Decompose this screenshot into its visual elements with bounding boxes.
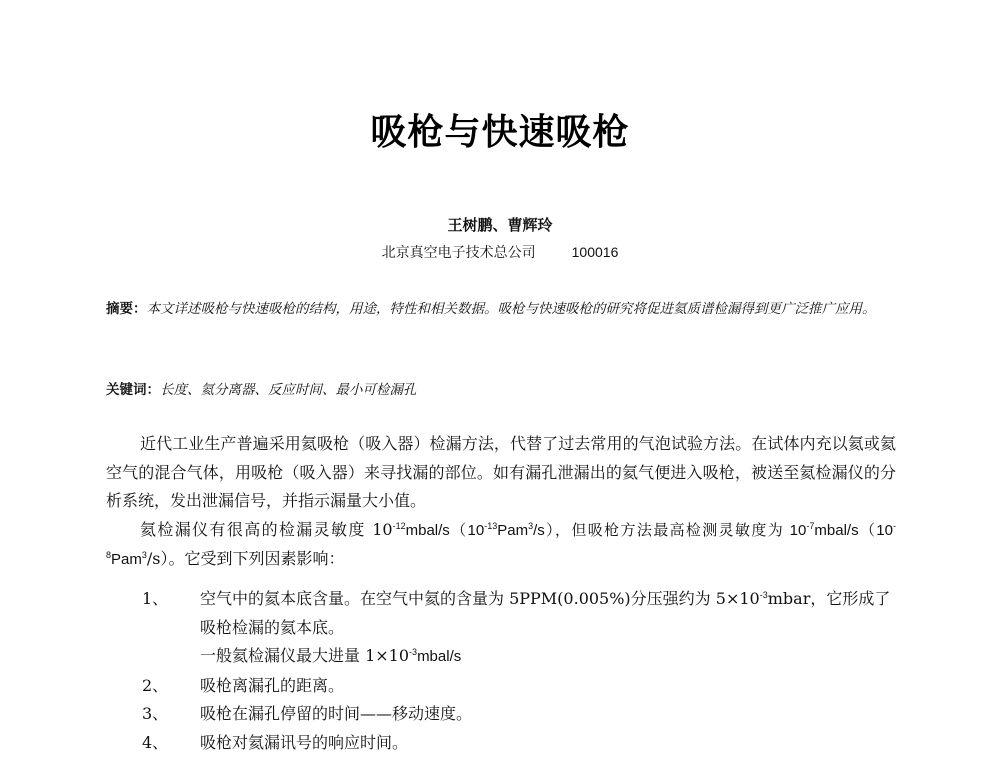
p2-exp-6: 3 <box>141 550 147 560</box>
p2-text-a: 氦检漏仪有很高的检漏灵敏度 10 <box>140 519 393 539</box>
p2-exp-4: -7 <box>806 520 815 531</box>
item1-sub-b: mbal/s <box>417 648 462 665</box>
p2-exp-5: -8 <box>106 520 896 560</box>
p2-text-b: mbal/s（10 <box>405 521 485 539</box>
p2-exp-2: -13 <box>484 520 498 531</box>
p2-text-d: /s），但吸枪方法最高检测灵敏度为 10 <box>533 521 807 539</box>
list-item <box>106 672 896 701</box>
list-item-number: 4、 <box>142 732 169 752</box>
p2-exp-1: -12 <box>392 520 406 531</box>
abstract-text: 本文详述吸枪与快速吸枪的结构，用途，特性和相关数据。吸枪与快速吸枪的研究将促进氦质谱检漏得到更广泛推广应用。 <box>146 301 876 317</box>
p2-text-c: Pam <box>497 521 529 539</box>
body-text <box>106 430 896 575</box>
list-item <box>106 700 896 729</box>
paper-affiliation <box>0 242 1000 262</box>
list-item <box>106 585 896 672</box>
keywords-text: 长度、氦分离器、反应时间、最小可检漏孔 <box>160 382 417 398</box>
item1-text-a: 空气中的氦本底含量。在空气中氦的含量为 5PPM(0.005%)分压强约为 5×10 <box>200 589 760 608</box>
p2-text-g: /s）。它受到下列因素影响： <box>146 549 345 568</box>
paper-authors: 王树鹏、曹辉玲 <box>447 216 553 234</box>
keywords-label: 关键词： <box>106 382 160 398</box>
body-paragraph-2 <box>106 516 896 575</box>
list-item <box>106 729 896 758</box>
affiliation-zip: 100016 <box>571 244 619 260</box>
list-item-text <box>200 585 896 672</box>
item1-subline <box>200 642 896 672</box>
item1-exp: -3 <box>759 590 768 600</box>
list-item-number: 1、 <box>142 589 169 608</box>
list-item-number: 2、 <box>142 675 169 695</box>
list-item-text: 吸枪对氦漏讯号的响应时间。 <box>200 732 409 752</box>
affiliation-org: 北京真空电子技术总公司 <box>381 245 536 261</box>
item1-text-b: mbar，它形成了吸枪检漏的氦本底。 <box>200 589 891 637</box>
list-item-text: 吸枪离漏孔的距离。 <box>200 675 345 695</box>
p2-text-f: Pam <box>111 551 142 568</box>
factor-list <box>106 585 896 757</box>
p2-exp-3: 3 <box>528 520 534 531</box>
list-item-text: 吸枪在漏孔停留的时间——移动速度。 <box>200 704 473 723</box>
item1-sub-a: 一般氦检漏仪最大进量 1×10 <box>200 646 410 665</box>
list-item-number: 3、 <box>142 704 169 723</box>
p2-text-e: mbal/s（10 <box>814 521 893 539</box>
abstract-label: 摘要： <box>106 301 147 317</box>
keywords <box>106 378 417 398</box>
abstract <box>106 294 898 325</box>
item1-sub-exp: -3 <box>409 647 418 657</box>
body-paragraph-1: 近代工业生产普遍采用氦吸枪（吸入器）检漏方法，代替了过去常用的气泡试验方法。在试体内充以氦或氦空气的混合气体，用吸枪（吸入器）来寻找漏的部位。如有漏孔泄漏出的氦气便进入吸枪，被送至氦检漏仪的分析系统，发出泄漏信号，并指示漏量大小值。 <box>106 434 896 510</box>
paper-title: 吸枪与快速吸枪 <box>370 112 630 153</box>
